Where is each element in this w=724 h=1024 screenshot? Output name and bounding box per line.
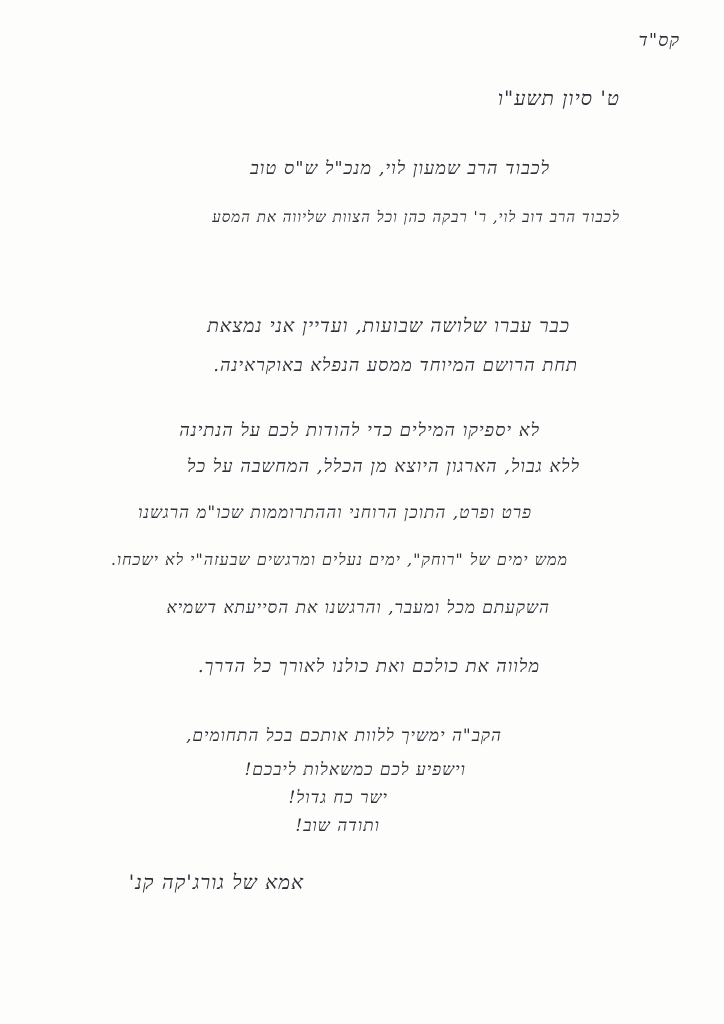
header-mark: קס"ד [638,30,680,51]
paragraph-2-line-5: השקעתם מכל ומעבר, והרגשנו את הסייעתא דשמיא [166,598,550,618]
paragraph-1-line-2: תחת הרושם המיוחד ממסע הנפלא באוקראינה. [213,355,578,376]
paragraph-2-line-1: לא יספיקו המילים כדי להודות לכם על הנתינה [179,420,540,441]
signature: אמא של גורג'קה קנ' [128,870,304,894]
blessing-line-1: הקב"ה ימשיך ללוות אותכם בכל התחומים, [186,726,502,746]
blessing-line-4: ותודה שוב! [295,816,380,836]
blessing-line-3: ישר כח גדול! [288,788,388,808]
letter-date: ט' סיון תשע"ו [497,86,620,110]
paragraph-1-line-1: כבר עברו שלושה שבועות, ועדיין אני נמצאת [207,315,570,337]
paragraph-2-line-2: ללא גבול, הארגון היוצא מן הכלל, המחשבה על כל [186,456,580,477]
salutation-line-2: לכבוד הרב דוב לוי, ר' רבקה כהן וכל הצוות שליווה את המסע [212,208,620,226]
salutation-line-1: לכבוד הרב שמעון לוי, מנכ"ל ש"ס טוב [250,158,550,179]
paragraph-2-line-3: פרט ופרט, התוכן הרוחני וההתרוממות שכו"מ הרגשנו [138,503,532,523]
blessing-line-2: וישפיע לכם כמשאלות ליבכם! [244,760,466,780]
paragraph-2-line-6: מלווה את כולכם ואת כולנו לאורך כל הדרך. [197,656,540,677]
paragraph-2-line-4: ממש ימים של "רוחק", ימים נעלים ומרגשים שבעזה"י לא ישכחו. [110,550,568,569]
